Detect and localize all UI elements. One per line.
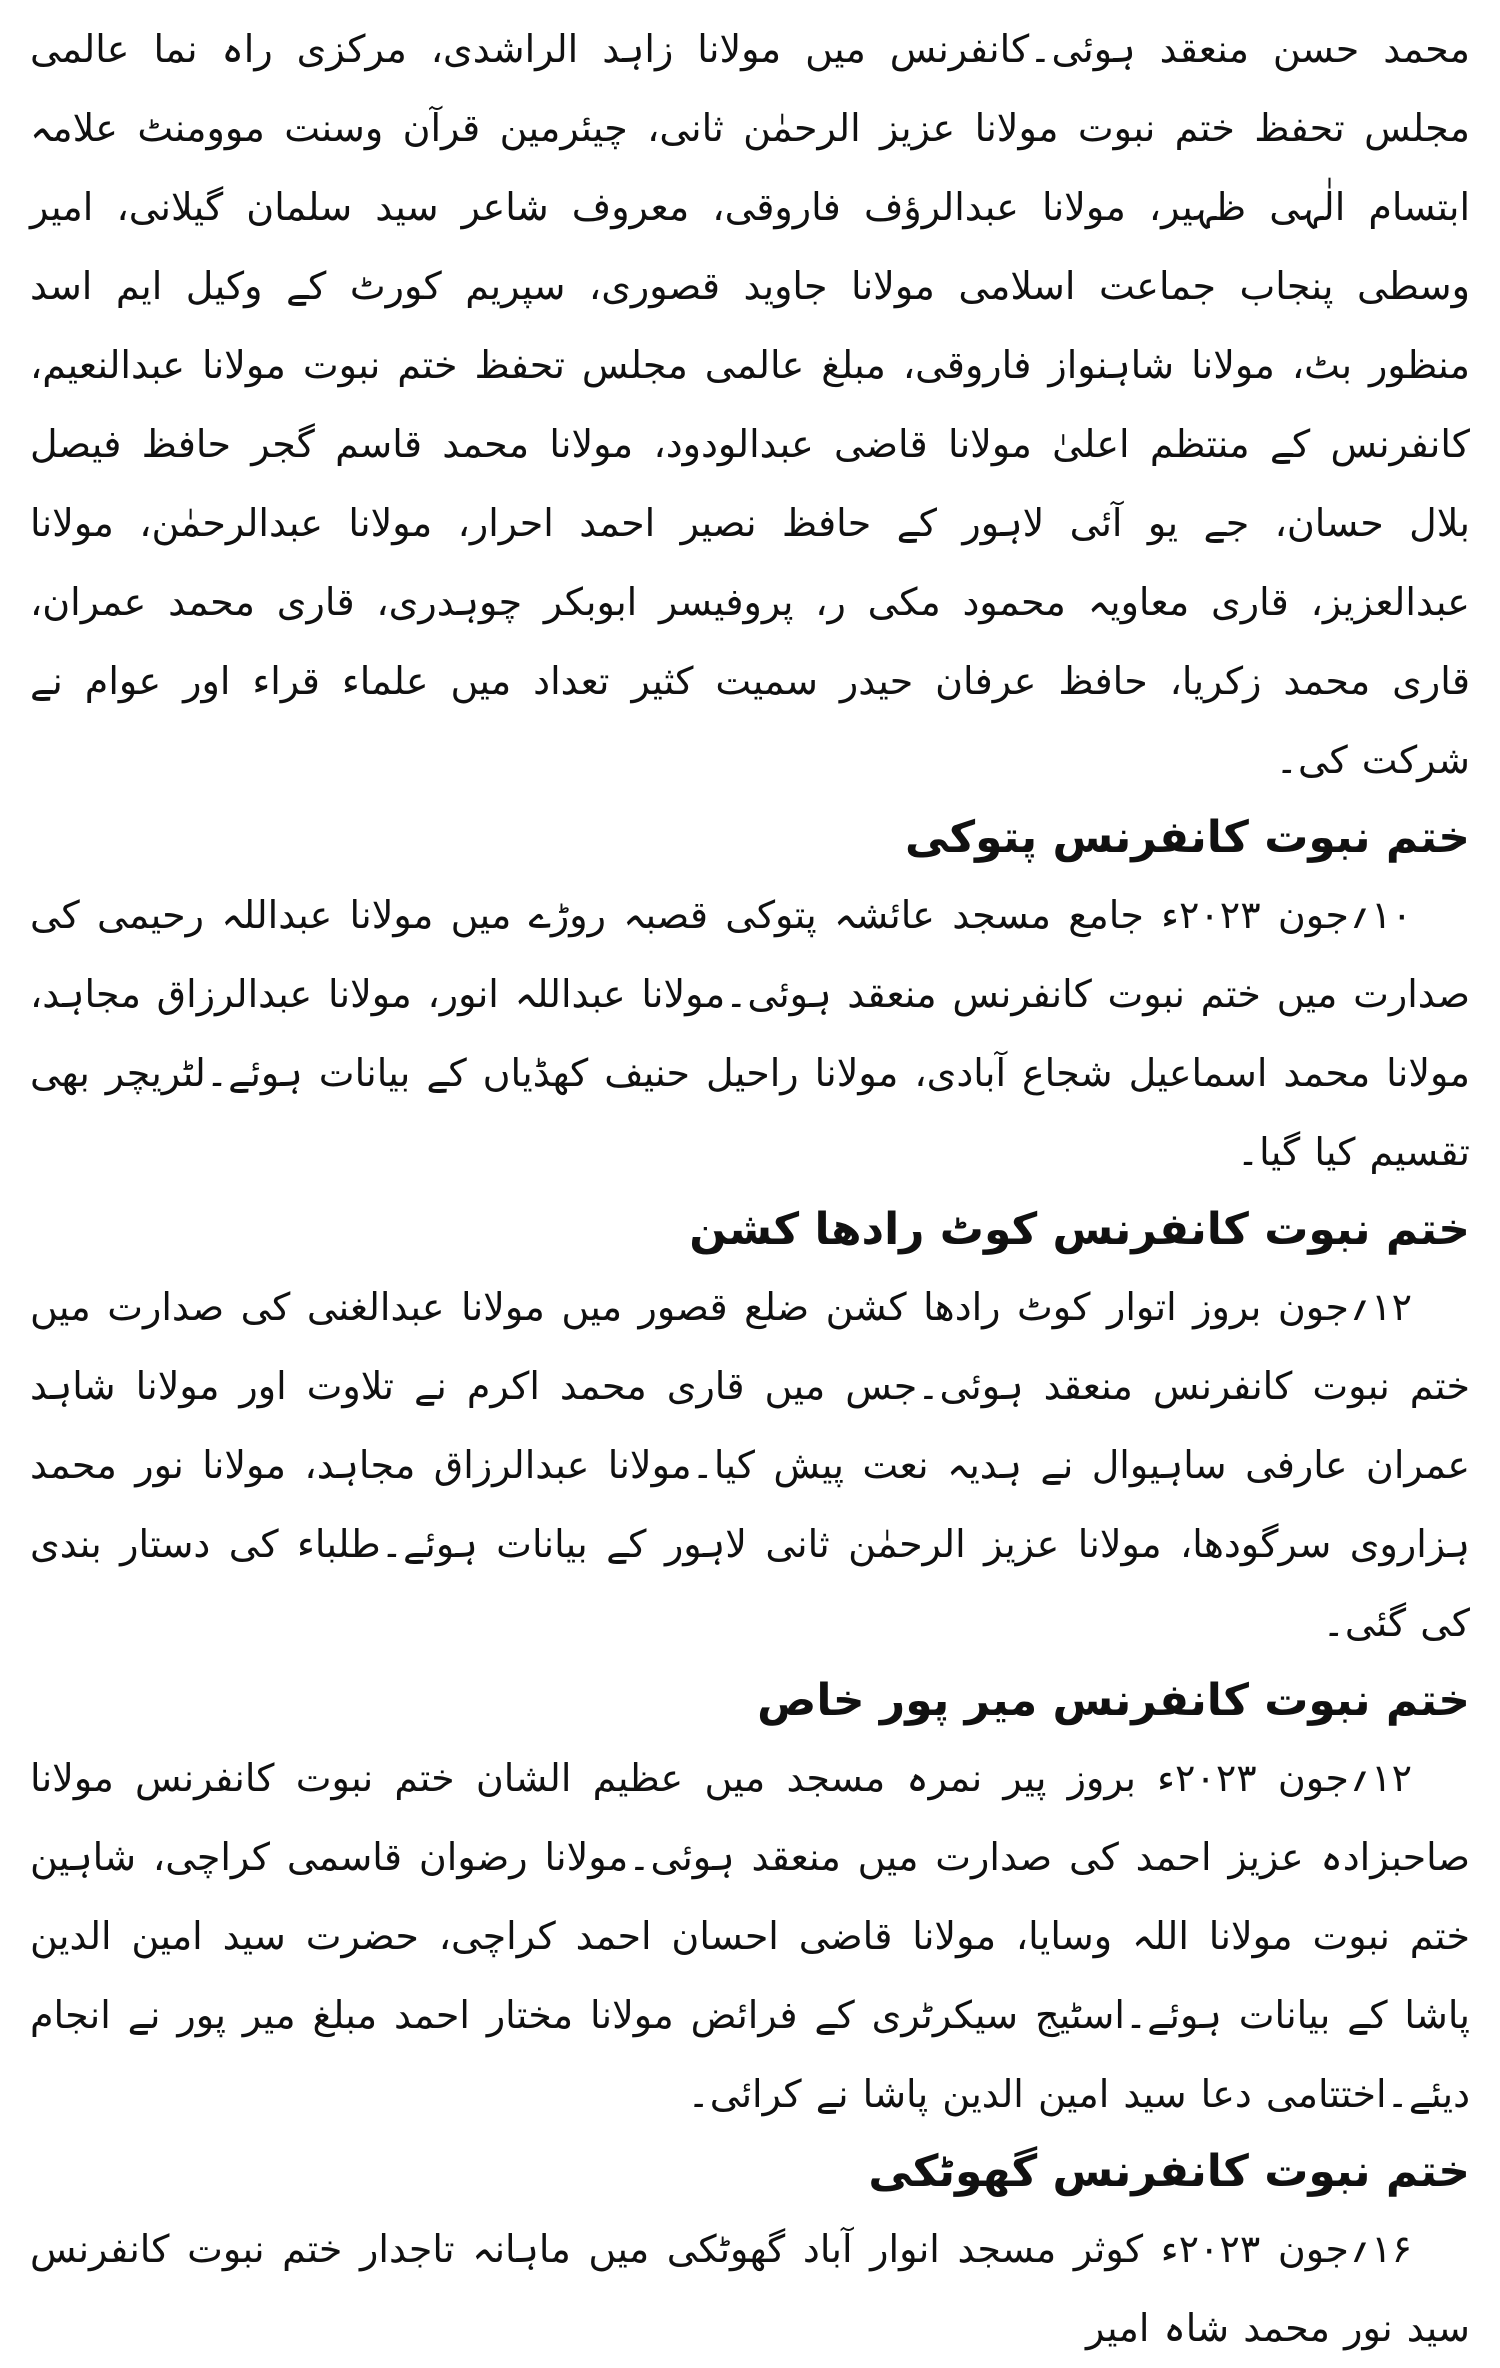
section-body-ghotki: ۱۶؍جون ۲۰۲۳ء کوثر مسجد انوار آباد گھوٹکی میں ماہانہ تاجدار ختم نبوت کانفرنس سید نور محمد شاہ امیر [30,2227,1470,2350]
section-heading-mirpur-khas: ختم نبوت کانفرنس میر پور خاص [757,1675,1470,1726]
intro-paragraph: محمد حسن منعقد ہوئی۔کانفرنس میں مولانا زاہد الراشدی، مرکزی راہ نما عالمی مجلس تحفظ ختم نبوت مولانا عزیز الرحمٰن ثانی، چیئرمین قرآن وسنت موومنٹ علامہ ابتسام الٰہی ظہیر، مولانا عبدالرؤف فاروقی، معروف شاعر سید سلمان گیلانی، امیر وسطی پنجاب جماعت اسلامی مولانا جاوید قصوری، سپریم کورٹ کے وکیل ایم اسد منظور بٹ، مولانا شاہنواز فاروقی، مبلغ عالمی مجلس تحفظ ختم نبوت مولانا عبدالنعیم، کانفرنس کے منتظم اعلیٰ مولانا قاضی عبدالودود، مولانا محمد قاسم گجر حافظ فیصل بلال حسان، جے یو آئی لاہور کے حافظ نصیر احمد احرار، مولانا عبدالرحمٰن، مولانا عبدالعزیز، قاری معاویہ محمود مکی ر، پروفیسر ابوبکر چوہدری، قاری محمد عمران، قاری محمد زکریا، حافظ عرفان حیدر سمیت کثیر تعداد میں علماء قراء اور عوام نے شرکت کی۔ [30,27,1470,782]
section-heading-kot-radha-kishan: ختم نبوت کانفرنس کوٹ رادھا کشن [689,1204,1470,1255]
section-heading-pattoki: ختم نبوت کانفرنس پتوکی [905,812,1470,863]
section-body-mirpur-khas: ۱۲؍جون ۲۰۲۳ء بروز پیر نمرہ مسجد میں عظیم الشان ختم نبوت کانفرنس مولانا صاحبزادہ عزیز احمد کی صدارت میں منعقد ہوئی۔مولانا رضوان قاسمی کراچی، شاہین ختم نبوت مولانا اللہ وسایا، مولانا قاضی احسان احمد کراچی، حضرت سید امین الدین پاشا کے بیانات ہوئے۔اسٹیج سیکرٹری کے فرائض مولانا مختار احمد مبلغ میر پور نے انجام دیئے۔اختتامی دعا سید امین الدین پاشا نے کرائی۔ [30,1756,1470,2116]
document-page [30,10,1470,2350]
section-heading-ghotki: ختم نبوت کانفرنس گھوٹکی [868,2146,1470,2197]
section-body-kot-radha-kishan: ۱۲؍جون بروز اتوار کوٹ رادھا کشن ضلع قصور میں مولانا عبدالغنی کی صدارت میں ختم نبوت کانفرنس منعقد ہوئی۔جس میں قاری محمد اکرم نے تلاوت اور مولانا شاہد عمران عارفی ساہیوال نے ہدیہ نعت پیش کیا۔مولانا عبدالرزاق مجاہد، مولانا نور محمد ہزاروی سرگودھا، مولانا عزیز الرحمٰن ثانی لاہور کے بیانات ہوئے۔طلباء کی دستار بندی کی گئی۔ [30,1285,1470,1645]
section-body-pattoki: ۱۰؍جون ۲۰۲۳ء جامع مسجد عائشہ پتوکی قصبہ روڑے میں مولانا عبداللہ رحیمی کی صدارت میں ختم نبوت کانفرنس منعقد ہوئی۔مولانا عبداللہ انور، مولانا عبدالرزاق مجاہد، مولانا محمد اسماعیل شجاع آبادی، مولانا راحیل حنیف کھڈیاں کے بیانات ہوئے۔لٹریچر بھی تقسیم کیا گیا۔ [30,893,1470,1174]
